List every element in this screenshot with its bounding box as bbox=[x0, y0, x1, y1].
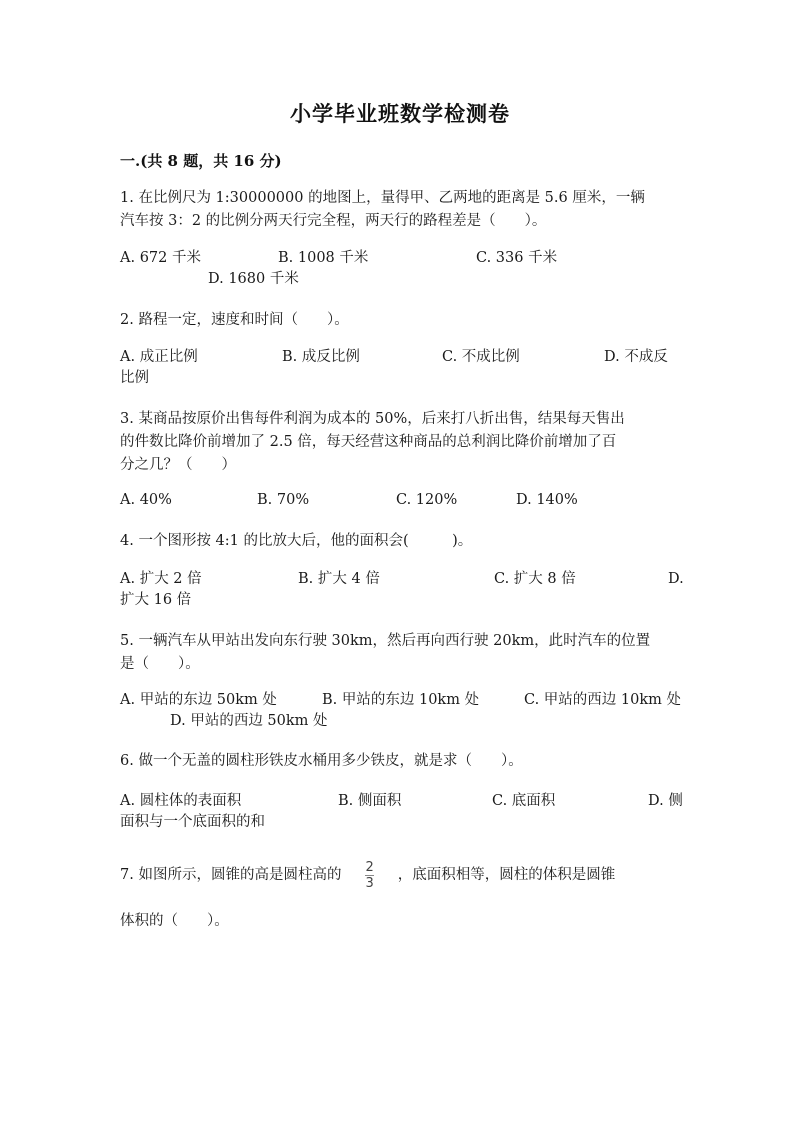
question-text: 7. 如图所示，圆锥的高是圆柱高的 bbox=[120, 867, 342, 883]
option-d-continued: 比例 bbox=[120, 370, 149, 386]
question-1 bbox=[120, 187, 680, 233]
option-c[interactable]: C. 120% bbox=[396, 492, 458, 508]
option-c[interactable]: C. 甲站的西边 10km 处 bbox=[524, 692, 682, 708]
option-a[interactable]: A. 40% bbox=[120, 492, 172, 508]
option-d[interactable]: D. bbox=[668, 571, 684, 587]
question-7 bbox=[120, 857, 680, 939]
option-a[interactable]: A. 扩大 2 倍 bbox=[120, 571, 202, 587]
question-text: 3. 某商品按原价出售每件利润为成本的 50%，后来打八折出售，结果每天售出 bbox=[120, 411, 625, 427]
option-b[interactable]: B. 成反比例 bbox=[282, 349, 360, 365]
option-b[interactable]: B. 侧面积 bbox=[338, 793, 402, 809]
option-d[interactable]: D. 不成反 bbox=[604, 349, 668, 365]
question-3 bbox=[120, 408, 680, 477]
question-5 bbox=[120, 630, 680, 676]
option-c[interactable]: C. 扩大 8 倍 bbox=[494, 571, 576, 587]
option-a[interactable]: A. 圆柱体的表面积 bbox=[120, 793, 242, 809]
fraction-numerator: 2 bbox=[365, 859, 374, 875]
option-c[interactable]: C. 不成比例 bbox=[442, 349, 520, 365]
option-d[interactable]: D. 甲站的西边 50km 处 bbox=[170, 713, 328, 729]
option-a[interactable]: A. 甲站的东边 50km 处 bbox=[120, 692, 277, 708]
option-b[interactable]: B. 1008 千米 bbox=[278, 250, 369, 266]
question-text: 4. 一个图形按 4:1 的比放大后，他的面积会( )。 bbox=[120, 533, 473, 549]
fraction bbox=[365, 860, 373, 891]
option-d[interactable]: D. 侧 bbox=[648, 793, 683, 809]
question-text: 汽车按 3：2 的比例分两天行完全程，两天行的路程差是（ ）。 bbox=[120, 213, 547, 229]
question-text: 2. 路程一定，速度和时间（ ）。 bbox=[120, 312, 349, 328]
question-text: 1. 在比例尺为 1:30000000 的地图上，量得甲、乙两地的距离是 5.6 厘米，一辆 bbox=[120, 190, 645, 206]
option-d-continued: 面积与一个底面积的和 bbox=[120, 814, 265, 830]
option-c[interactable]: C. 336 千米 bbox=[476, 250, 558, 266]
section-header: 一.(共 8 题，共 16 分) bbox=[120, 152, 282, 170]
page-title: 小学毕业班数学检测卷 bbox=[290, 101, 510, 126]
question-4 bbox=[120, 530, 680, 553]
option-a[interactable]: A. 672 千米 bbox=[120, 250, 201, 266]
option-a[interactable]: A. 成正比例 bbox=[120, 349, 198, 365]
question-text: ，底面积相等，圆柱的体积是圆锥 bbox=[397, 867, 616, 883]
question-text: 分之几？（ ） bbox=[120, 457, 236, 473]
question-6 bbox=[120, 750, 680, 773]
question-text: 体积的（ ）。 bbox=[120, 913, 229, 929]
question-text: 5. 一辆汽车从甲站出发向东行驶 30km，然后再向西行驶 20km，此时汽车的位置 bbox=[120, 633, 651, 649]
option-c[interactable]: C. 底面积 bbox=[492, 793, 556, 809]
question-text: 的件数比降价前增加了 2.5 倍，每天经营这种商品的总利润比降价前增加了百 bbox=[120, 434, 617, 450]
question-text: 6. 做一个无盖的圆柱形铁皮水桶用多少铁皮，就是求（ ）。 bbox=[120, 753, 523, 769]
option-d[interactable]: D. 140% bbox=[516, 492, 578, 508]
option-b[interactable]: B. 70% bbox=[257, 492, 310, 508]
option-d-continued: 扩大 16 倍 bbox=[120, 592, 192, 608]
option-d[interactable]: D. 1680 千米 bbox=[208, 271, 299, 287]
option-b[interactable]: B. 扩大 4 倍 bbox=[298, 571, 380, 587]
question-text: 是（ ）。 bbox=[120, 656, 200, 672]
fraction-denominator: 3 bbox=[365, 875, 374, 891]
option-b[interactable]: B. 甲站的东边 10km 处 bbox=[322, 692, 480, 708]
question-2 bbox=[120, 309, 680, 332]
